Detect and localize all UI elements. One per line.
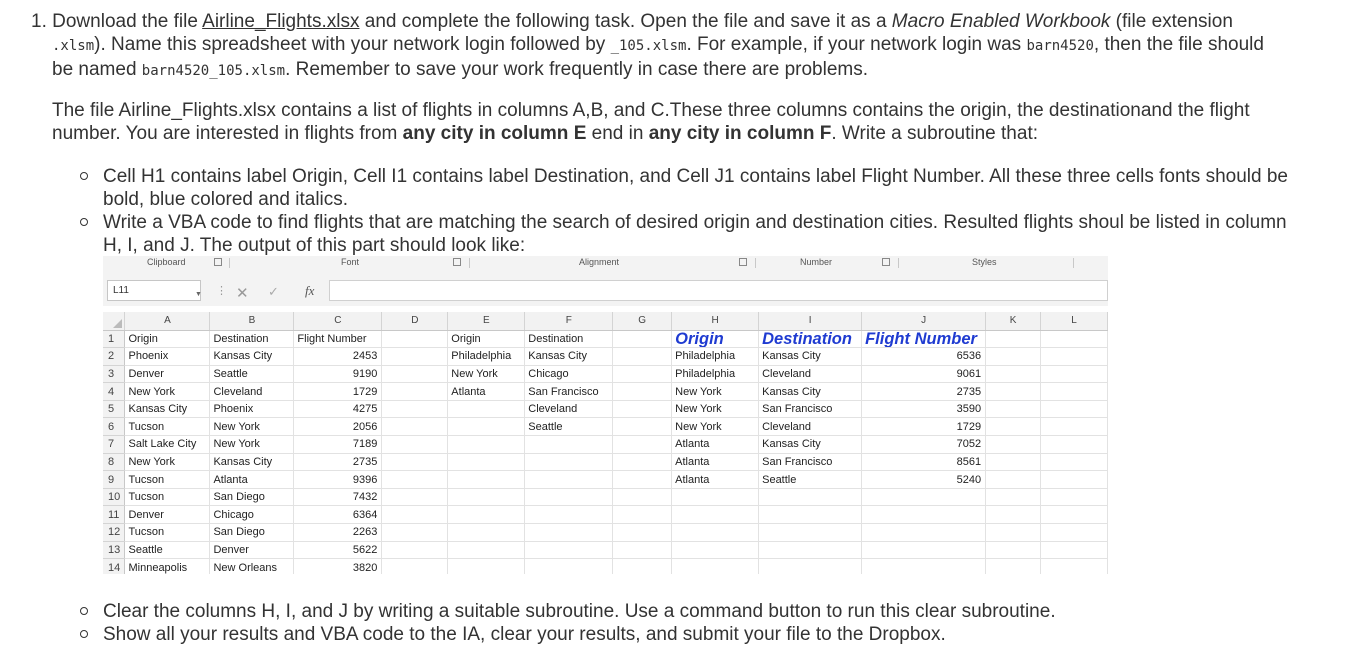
cell-g5[interactable] xyxy=(613,400,672,418)
filename-code: barn4520_105.xlsm xyxy=(141,63,286,79)
cell-f9[interactable] xyxy=(525,471,613,489)
cell-k10[interactable] xyxy=(986,488,1041,506)
cell-c2[interactable]: 2453 xyxy=(294,348,382,366)
column-header-f[interactable]: F xyxy=(525,312,613,330)
cell-b12[interactable]: San Diego xyxy=(210,524,294,542)
cell-b4[interactable]: Cleveland xyxy=(210,383,294,401)
cell-a5[interactable]: Kansas City xyxy=(125,400,210,418)
row-header[interactable]: 12 xyxy=(103,524,125,542)
cell-e1[interactable]: Origin xyxy=(448,330,525,348)
cell-d10[interactable] xyxy=(382,488,448,506)
cell-f13[interactable] xyxy=(525,541,613,559)
cell-e8[interactable] xyxy=(448,453,525,471)
cell-h7[interactable]: Atlanta xyxy=(672,436,759,454)
select-all-corner[interactable] xyxy=(103,312,125,330)
cell-l4[interactable] xyxy=(1041,383,1108,401)
cell-c6[interactable]: 2056 xyxy=(294,418,382,436)
cell-f12[interactable] xyxy=(525,524,613,542)
cell-e4[interactable]: Atlanta xyxy=(448,383,525,401)
cell-i7[interactable]: Kansas City xyxy=(759,436,862,454)
ribbon-group-labels xyxy=(103,256,1108,271)
cell-i10[interactable] xyxy=(759,488,862,506)
cell-g10[interactable] xyxy=(613,488,672,506)
cell-a10[interactable]: Tucson xyxy=(125,488,210,506)
cell-d11[interactable] xyxy=(382,506,448,524)
row-header[interactable]: 1 xyxy=(103,330,125,348)
cell-a8[interactable]: New York xyxy=(125,453,210,471)
cell-f10[interactable] xyxy=(525,488,613,506)
row-header[interactable]: 5 xyxy=(103,400,125,418)
cell-f7[interactable] xyxy=(525,436,613,454)
cell-a2[interactable]: Phoenix xyxy=(125,348,210,366)
cell-l11[interactable] xyxy=(1041,506,1108,524)
dialog-launcher-icon xyxy=(739,258,747,266)
cell-h3[interactable]: Philadelphia xyxy=(672,365,759,383)
cell-k14[interactable] xyxy=(986,559,1041,574)
ribbon-number-label: Number xyxy=(800,257,833,267)
cell-l13[interactable] xyxy=(1041,541,1108,559)
column-header-e[interactable]: E xyxy=(448,312,525,330)
row-header[interactable]: 4 xyxy=(103,383,125,401)
table-row xyxy=(103,383,1108,401)
column-header-k[interactable]: K xyxy=(986,312,1041,330)
cell-k4[interactable] xyxy=(986,383,1041,401)
extension-code: .xlsm xyxy=(52,38,95,54)
cell-j3[interactable]: 9061 xyxy=(862,365,986,383)
cell-g9[interactable] xyxy=(613,471,672,489)
cell-d3[interactable] xyxy=(382,365,448,383)
cell-e12[interactable] xyxy=(448,524,525,542)
row-header[interactable]: 3 xyxy=(103,365,125,383)
cell-g1[interactable] xyxy=(613,330,672,348)
cell-c9[interactable]: 9396 xyxy=(294,471,382,489)
cell-i11[interactable] xyxy=(759,506,862,524)
row-header[interactable]: 7 xyxy=(103,436,125,454)
cell-h6[interactable]: New York xyxy=(672,418,759,436)
ribbon-styles-label: Styles xyxy=(972,257,997,267)
bullet-circle-icon xyxy=(80,172,88,180)
cell-b5[interactable]: Phoenix xyxy=(210,400,294,418)
row-header[interactable]: 10 xyxy=(103,488,125,506)
table-row xyxy=(103,559,1108,574)
cell-g3[interactable] xyxy=(613,365,672,383)
cell-d12[interactable] xyxy=(382,524,448,542)
cell-e10[interactable] xyxy=(448,488,525,506)
column-header-b[interactable]: B xyxy=(210,312,294,330)
cell-a3[interactable]: Denver xyxy=(125,365,210,383)
table-row xyxy=(103,348,1108,366)
bullet-circle-icon xyxy=(80,218,88,226)
cell-f11[interactable] xyxy=(525,506,613,524)
cell-l14[interactable] xyxy=(1041,559,1108,574)
cell-j11[interactable] xyxy=(862,506,986,524)
cell-g6[interactable] xyxy=(613,418,672,436)
column-header-a[interactable]: A xyxy=(125,312,210,330)
dialog-launcher-icon xyxy=(882,258,890,266)
formula-bar xyxy=(103,270,1108,306)
cell-g13[interactable] xyxy=(613,541,672,559)
cell-h10[interactable] xyxy=(672,488,759,506)
cell-l9[interactable] xyxy=(1041,471,1108,489)
cell-c11[interactable]: 6364 xyxy=(294,506,382,524)
cell-i14[interactable] xyxy=(759,559,862,574)
bullet-vba-search: Write a VBA code to find flights that are matching the search of desired origin and destination cities. Resulted flights shoul be listed in column H, I, and J. The output of this part should look like: xyxy=(103,211,1359,257)
cell-a12[interactable]: Tucson xyxy=(125,524,210,542)
cell-f4[interactable]: San Francisco xyxy=(525,383,613,401)
cell-l3[interactable] xyxy=(1041,365,1108,383)
cell-l6[interactable] xyxy=(1041,418,1108,436)
cell-f6[interactable]: Seattle xyxy=(525,418,613,436)
cell-b1[interactable]: Destination xyxy=(210,330,294,348)
row-header[interactable]: 2 xyxy=(103,348,125,366)
cell-f3[interactable]: Chicago xyxy=(525,365,613,383)
cell-k5[interactable] xyxy=(986,400,1041,418)
cell-b6[interactable]: New York xyxy=(210,418,294,436)
cell-a7[interactable]: Salt Lake City xyxy=(125,436,210,454)
cell-b11[interactable]: Chicago xyxy=(210,506,294,524)
cell-i5[interactable]: San Francisco xyxy=(759,400,862,418)
cell-c4[interactable]: 1729 xyxy=(294,383,382,401)
column-header-l[interactable]: L xyxy=(1041,312,1108,330)
cell-h5[interactable]: New York xyxy=(672,400,759,418)
cell-b3[interactable]: Seattle xyxy=(210,365,294,383)
cell-d1[interactable] xyxy=(382,330,448,348)
cell-f1[interactable]: Destination xyxy=(525,330,613,348)
column-header-h[interactable]: H xyxy=(672,312,759,330)
ribbon-alignment-label: Alignment xyxy=(579,257,620,267)
cell-c8[interactable]: 2735 xyxy=(294,453,382,471)
row-header[interactable]: 8 xyxy=(103,453,125,471)
cell-l12[interactable] xyxy=(1041,524,1108,542)
row-header[interactable]: 14 xyxy=(103,559,125,574)
cell-a13[interactable]: Seattle xyxy=(125,541,210,559)
table-row xyxy=(103,436,1108,454)
cancel-icon[interactable]: ✕ xyxy=(236,285,249,302)
cell-h11[interactable] xyxy=(672,506,759,524)
grip-dots-icon: ⋮ xyxy=(216,285,227,297)
cell-g2[interactable] xyxy=(613,348,672,366)
cell-g8[interactable] xyxy=(613,453,672,471)
column-header-d[interactable]: D xyxy=(382,312,448,330)
formula-input[interactable] xyxy=(329,280,1108,301)
cell-h4[interactable]: New York xyxy=(672,383,759,401)
table-row xyxy=(103,418,1108,436)
cell-d9[interactable] xyxy=(382,471,448,489)
cell-k8[interactable] xyxy=(986,453,1041,471)
cell-k6[interactable] xyxy=(986,418,1041,436)
cell-f14[interactable] xyxy=(525,559,613,574)
column-header-i[interactable]: I xyxy=(759,312,862,330)
table-row xyxy=(103,488,1108,506)
cell-h2[interactable]: Philadelphia xyxy=(672,348,759,366)
cell-j2[interactable]: 6536 xyxy=(862,348,986,366)
instruction-item-1: 1. Download the file Airline_Flights.xlsx and complete the following task. Open the file and save it as a Macro Enabled Workbook (file extension .xlsm). Name this spreadsheet with your network login followed by _105.xlsm. For example, if your network login was barn4520, then the file should be named barn4520_105.xlsm. Remember to save your work frequently in case there are problems. xyxy=(31,11,1264,80)
column-header-j[interactable]: J xyxy=(862,312,986,330)
table-row xyxy=(103,541,1108,559)
cell-k13[interactable] xyxy=(986,541,1041,559)
cell-i2[interactable]: Kansas City xyxy=(759,348,862,366)
cell-i6[interactable]: Cleveland xyxy=(759,418,862,436)
dialog-launcher-icon xyxy=(214,258,222,266)
cell-k1[interactable] xyxy=(986,330,1041,348)
cell-c14[interactable]: 3820 xyxy=(294,559,382,574)
cell-j4[interactable]: 2735 xyxy=(862,383,986,401)
cell-b8[interactable]: Kansas City xyxy=(210,453,294,471)
cell-l5[interactable] xyxy=(1041,400,1108,418)
suffix-code: _105.xlsm xyxy=(610,38,687,54)
cell-a11[interactable]: Denver xyxy=(125,506,210,524)
cell-h9[interactable]: Atlanta xyxy=(672,471,759,489)
cell-g12[interactable] xyxy=(613,524,672,542)
table-row xyxy=(103,471,1108,489)
cell-l10[interactable] xyxy=(1041,488,1108,506)
insert-function-icon[interactable]: fx xyxy=(305,283,315,298)
cell-i12[interactable] xyxy=(759,524,862,542)
cell-e11[interactable] xyxy=(448,506,525,524)
cell-i4[interactable]: Kansas City xyxy=(759,383,862,401)
cell-e2[interactable]: Philadelphia xyxy=(448,348,525,366)
cell-l8[interactable] xyxy=(1041,453,1108,471)
row-header[interactable]: 13 xyxy=(103,541,125,559)
row-header[interactable]: 9 xyxy=(103,471,125,489)
cell-d7[interactable] xyxy=(382,436,448,454)
cell-j6[interactable]: 1729 xyxy=(862,418,986,436)
cell-i9[interactable]: Seattle xyxy=(759,471,862,489)
cell-l7[interactable] xyxy=(1041,436,1108,454)
cell-f2[interactable]: Kansas City xyxy=(525,348,613,366)
cell-h12[interactable] xyxy=(672,524,759,542)
cell-b7[interactable]: New York xyxy=(210,436,294,454)
cell-e13[interactable] xyxy=(448,541,525,559)
excel-output-screenshot xyxy=(103,256,1108,574)
cell-a4[interactable]: New York xyxy=(125,383,210,401)
bullet-submit: Show all your results and VBA code to the IA, clear your results, and submit your file to the Dropbox. xyxy=(103,623,1359,646)
cell-j9[interactable]: 5240 xyxy=(862,471,986,489)
cell-k3[interactable] xyxy=(986,365,1041,383)
cell-c3[interactable]: 9190 xyxy=(294,365,382,383)
cell-a1[interactable]: Origin xyxy=(125,330,210,348)
table-row xyxy=(103,524,1108,542)
bullet-circle-icon xyxy=(80,607,88,615)
cell-j14[interactable] xyxy=(862,559,986,574)
cell-d6[interactable] xyxy=(382,418,448,436)
chevron-down-icon[interactable]: ▼ xyxy=(195,291,202,298)
cell-a9[interactable]: Tucson xyxy=(125,471,210,489)
bullet-circle-icon xyxy=(80,630,88,638)
table-row xyxy=(103,506,1108,524)
cell-k12[interactable] xyxy=(986,524,1041,542)
cell-l2[interactable] xyxy=(1041,348,1108,366)
cell-h13[interactable] xyxy=(672,541,759,559)
cell-e7[interactable] xyxy=(448,436,525,454)
cell-f8[interactable] xyxy=(525,453,613,471)
cell-d13[interactable] xyxy=(382,541,448,559)
cell-k7[interactable] xyxy=(986,436,1041,454)
cell-k2[interactable] xyxy=(986,348,1041,366)
file-download-link[interactable]: Airline_Flights.xlsx xyxy=(202,11,360,32)
cell-e14[interactable] xyxy=(448,559,525,574)
row-header[interactable]: 6 xyxy=(103,418,125,436)
spreadsheet-grid[interactable] xyxy=(103,312,1108,574)
cell-h1[interactable]: Origin xyxy=(672,330,759,348)
cell-j8[interactable]: 8561 xyxy=(862,453,986,471)
cell-c10[interactable]: 7432 xyxy=(294,488,382,506)
cell-g14[interactable] xyxy=(613,559,672,574)
cell-h8[interactable]: Atlanta xyxy=(672,453,759,471)
cell-g4[interactable] xyxy=(613,383,672,401)
cell-b14[interactable]: New Orleans xyxy=(210,559,294,574)
cell-i8[interactable]: San Francisco xyxy=(759,453,862,471)
cell-d2[interactable] xyxy=(382,348,448,366)
task-description: The file Airline_Flights.xlsx contains a list of flights in columns A,B, and C.These three columns contains the origin, the destinationand the flight number. You are interested in flights from any city in column E end in any city in column F. Write a subroutine that: xyxy=(52,100,1250,144)
cell-d8[interactable] xyxy=(382,453,448,471)
cell-i1[interactable]: Destination xyxy=(759,330,862,348)
table-row xyxy=(103,365,1108,383)
cell-j12[interactable] xyxy=(862,524,986,542)
bullet-clear-columns: Clear the columns H, I, and J by writing a suitable subroutine. Use a command button to run this clear subroutine. xyxy=(103,600,1359,623)
cell-e3[interactable]: New York xyxy=(448,365,525,383)
item-number: 1. xyxy=(31,11,47,32)
cell-e5[interactable] xyxy=(448,400,525,418)
cell-j1[interactable]: Flight Number xyxy=(862,330,986,348)
cell-b2[interactable]: Kansas City xyxy=(210,348,294,366)
cell-j5[interactable]: 3590 xyxy=(862,400,986,418)
cell-k9[interactable] xyxy=(986,471,1041,489)
table-row xyxy=(103,453,1108,471)
table-row xyxy=(103,330,1108,348)
cell-b10[interactable]: San Diego xyxy=(210,488,294,506)
cell-a6[interactable]: Tucson xyxy=(125,418,210,436)
cell-j13[interactable] xyxy=(862,541,986,559)
ribbon-font-label: Font xyxy=(341,257,360,267)
cell-h14[interactable] xyxy=(672,559,759,574)
cell-c12[interactable]: 2263 xyxy=(294,524,382,542)
name-box[interactable]: L11 xyxy=(107,280,201,301)
cell-f5[interactable]: Cleveland xyxy=(525,400,613,418)
cell-g7[interactable] xyxy=(613,436,672,454)
cell-c13[interactable]: 5622 xyxy=(294,541,382,559)
cell-b9[interactable]: Atlanta xyxy=(210,471,294,489)
cell-d5[interactable] xyxy=(382,400,448,418)
cell-j7[interactable]: 7052 xyxy=(862,436,986,454)
cell-e6[interactable] xyxy=(448,418,525,436)
checkmark-icon[interactable]: ✓ xyxy=(268,284,279,299)
cell-g11[interactable] xyxy=(613,506,672,524)
login-code: barn4520 xyxy=(1026,38,1094,54)
cell-c5[interactable]: 4275 xyxy=(294,400,382,418)
ribbon-clipboard-label: Clipboard xyxy=(147,257,186,267)
row-header[interactable]: 11 xyxy=(103,506,125,524)
cell-l1[interactable] xyxy=(1041,330,1108,348)
cell-d4[interactable] xyxy=(382,383,448,401)
cell-b13[interactable]: Denver xyxy=(210,541,294,559)
table-row xyxy=(103,400,1108,418)
cell-a14[interactable]: Minneapolis xyxy=(125,559,210,574)
cell-c7[interactable]: 7189 xyxy=(294,436,382,454)
cell-j10[interactable] xyxy=(862,488,986,506)
cell-k11[interactable] xyxy=(986,506,1041,524)
dialog-launcher-icon xyxy=(453,258,461,266)
cell-e9[interactable] xyxy=(448,471,525,489)
bullet-header-labels: Cell H1 contains label Origin, Cell I1 contains label Destination, and Cell J1 contains label Flight Number. All these three cells fonts should be bold, blue colored and italics. xyxy=(103,165,1359,211)
cell-d14[interactable] xyxy=(382,559,448,574)
column-header-g[interactable]: G xyxy=(613,312,672,330)
cell-i13[interactable] xyxy=(759,541,862,559)
cell-c1[interactable]: Flight Number xyxy=(294,330,382,348)
cell-i3[interactable]: Cleveland xyxy=(759,365,862,383)
column-header-c[interactable]: C xyxy=(294,312,382,330)
